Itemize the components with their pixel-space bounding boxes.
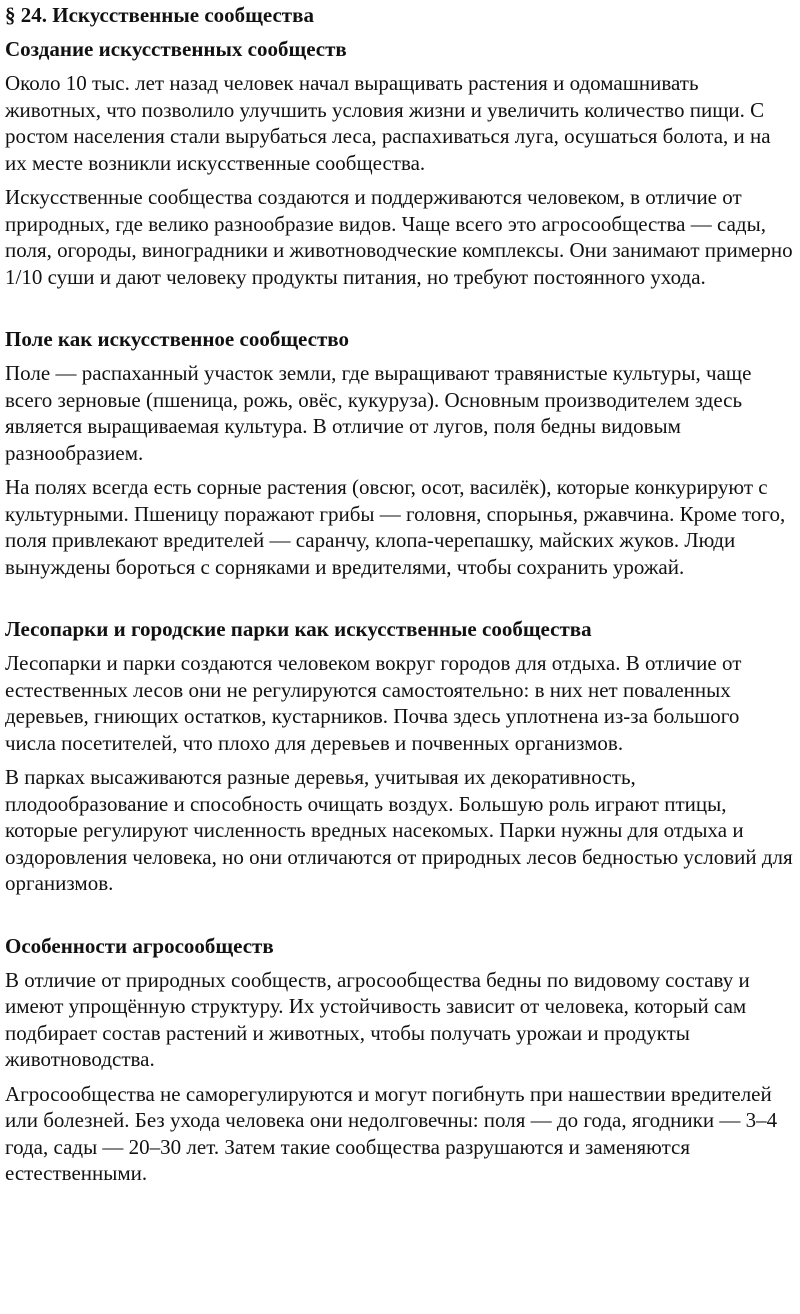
- section-creation: [5, 36, 795, 290]
- paragraph: Лесопарки и парки создаются человеком вокруг городов для отдыха. В отличие от естественных лесов они не регулируются самостоятельно: в них нет поваленных деревьев, гниющих остатков, кустарников. Почва здесь уплотнена из-за большого числа посетителей, что плохо для деревьев и почвенных организмов.: [5, 651, 742, 755]
- section-heading: Поле как искусственное сообщество: [5, 327, 349, 351]
- section-heading: Создание искусственных сообществ: [5, 37, 347, 61]
- paragraph: Около 10 тыс. лет назад человек начал выращивать растения и одомашнивать животных, что позволило улучшить условия жизни и увеличить количество пищи. С ростом населения стали вырубаться леса, распахиваться луга, осушаться болота, и на их месте возникли искусственные сообщества.: [5, 71, 771, 175]
- document-page: [5, 0, 795, 1195]
- paragraph: В парках высаживаются разные деревья, учитывая их декоративность, плодообразование и способность очищать воздух. Большую роль играют птицы, которые регулируют численность вредных насекомых. Парки нужны для отдыха и оздоровления человека, но они отличаются от природных лесов бедностью условий для организмов.: [5, 765, 793, 895]
- section-agro: [5, 933, 795, 1187]
- paragraph: На полях всегда есть сорные растения (овсюг, осот, василёк), которые конкурируют с культурными. Пшеницу поражают грибы — головня, спорынья, ржавчина. Кроме того, поля привлекают вредителей — саранчу, клопа-черепашку, майских жуков. Люди вынуждены бороться с сорняками и вредителями, чтобы сохранить урожай.: [5, 475, 786, 579]
- paragraph: В отличие от природных сообществ, агросообщества бедны по видовому составу и имеют упрощённую структуру. Их устойчивость зависит от человека, который сам подбирает состав растений и животных, чтобы получать урожаи и продукты животноводства.: [5, 967, 750, 1071]
- section-heading: Лесопарки и городские парки как искусственные сообщества: [5, 617, 592, 641]
- paragraph: Агросообщества не саморегулируются и могут погибнуть при нашествии вредителей или болезней. Без ухода человека они недолговечны: поля — до года, ягодники — 3–4 года, сады — 20–30 лет. Затем такие сообщества разрушаются и заменяются естественными.: [5, 1081, 778, 1185]
- section-field: [5, 326, 795, 580]
- section-parks: [5, 616, 795, 897]
- section-heading: Особенности агросообществ: [5, 933, 274, 958]
- paragraph: Поле — распаханный участок земли, где выращивают травянистые культуры, чаще всего зерновые (пшеница, рожь, овёс, кукуруза). Основным производителем здесь является выращиваемая культура. В отличие от лугов, поля бедны видовым разнообразием.: [5, 361, 752, 465]
- paragraph: Искусственные сообщества создаются и поддерживаются человеком, в отличие от природных, где велико разнообразие видов. Чаще всего это агросообщества — сады, поля, огороды, виноградники и животноводческие комплексы. Они занимают примерно 1/10 суши и дают человеку продукты питания, но требуют постоянного ухода.: [5, 185, 793, 289]
- page-title: § 24. Искусственные сообщества: [5, 3, 314, 27]
